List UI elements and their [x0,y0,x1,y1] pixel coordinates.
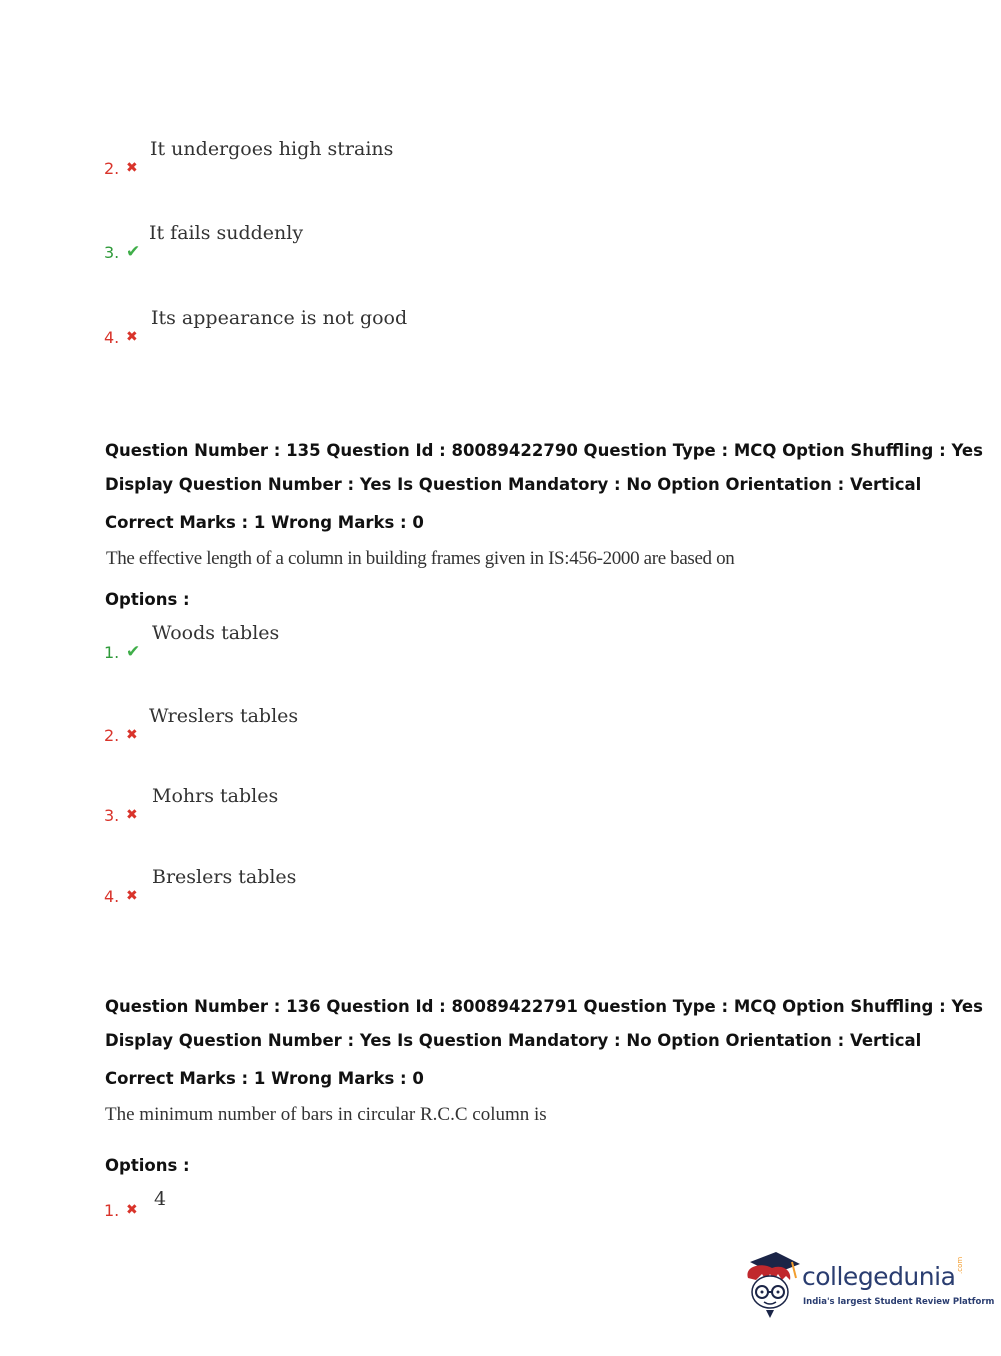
option-number: 3. [104,243,120,262]
option-text: Woods tables [152,622,280,644]
mascot-icon [742,1248,804,1318]
option-text: Its appearance is not good [151,307,408,329]
question-meta-line: Display Question Number : Yes Is Question Mandatory : No Option Orientation : Vertical [105,475,922,494]
question-text: The effective length of a column in building frames given in IS:456-2000 are based on [106,548,735,569]
option-text: Breslers tables [152,866,297,888]
option-text: Wreslers tables [149,705,299,727]
option-number: 1. [104,1201,120,1220]
option-number: 2. [104,159,120,178]
option-text: It fails suddenly [149,222,304,244]
question-meta-line: Question Number : 135 Question Id : 80089422790 Question Type : MCQ Option Shuffling : Yes [105,441,983,460]
logo-wordmark: collegedunia [802,1262,956,1291]
question-marks-line: Correct Marks : 1 Wrong Marks : 0 [105,513,424,532]
cross-icon: ✖ [126,160,138,176]
options-label: Options : [105,590,190,609]
question-meta-line: Display Question Number : Yes Is Question Mandatory : No Option Orientation : Vertical [105,1031,922,1050]
option-text: Mohrs tables [152,785,279,807]
cross-icon: ✖ [126,807,138,823]
question-marks-line: Correct Marks : 1 Wrong Marks : 0 [105,1069,424,1088]
check-icon: ✔ [126,642,141,662]
option-number: 1. [104,643,120,662]
cross-icon: ✖ [126,1202,138,1218]
question-meta-line: Question Number : 136 Question Id : 80089422791 Question Type : MCQ Option Shuffling : Yes [105,997,983,1016]
logo-suffix: .com [956,1256,964,1274]
cross-icon: ✖ [126,329,138,345]
question-text: The minimum number of bars in circular R.C.C column is [105,1104,547,1125]
cross-icon: ✖ [126,888,138,904]
cross-icon: ✖ [126,727,138,743]
check-icon: ✔ [126,242,141,262]
collegedunia-logo [742,1248,995,1318]
options-label: Options : [105,1156,190,1175]
option-number: 3. [104,806,120,825]
option-number: 4. [104,328,120,347]
option-text: 4 [154,1188,167,1210]
option-number: 2. [104,726,120,745]
option-number: 4. [104,887,120,906]
option-text: It undergoes high strains [150,138,394,160]
logo-tagline: India's largest Student Review Platform [803,1297,995,1307]
